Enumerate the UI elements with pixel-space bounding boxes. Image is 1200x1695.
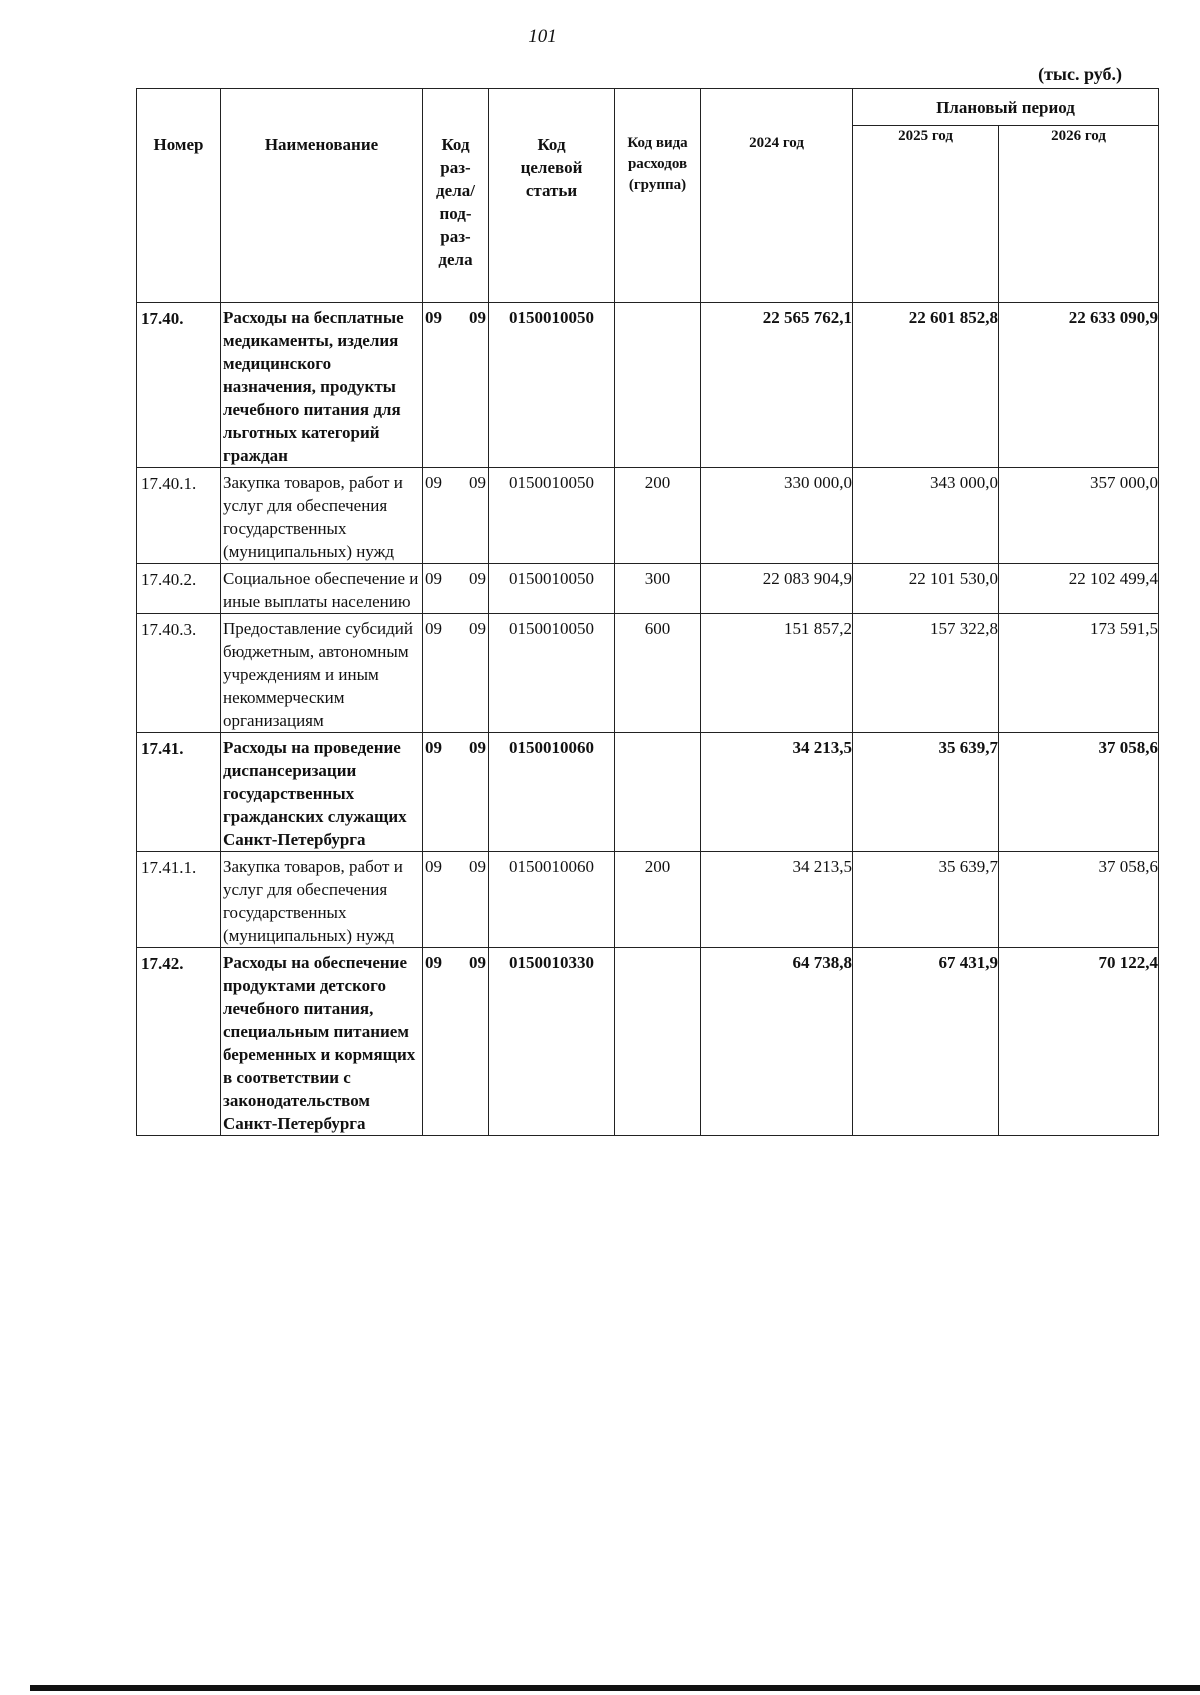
row-amount-2024: 330 000,0 xyxy=(701,468,853,564)
row-target-code: 0150010060 xyxy=(489,733,615,852)
table-row xyxy=(137,614,1159,733)
row-amount-2026: 37 058,6 xyxy=(999,852,1159,948)
row-subsection: 09 xyxy=(469,473,486,492)
row-target-code: 0150010050 xyxy=(489,564,615,614)
row-name: Социальное обеспечение и иные выплаты населению xyxy=(221,564,423,614)
row-kind-code xyxy=(615,303,701,468)
row-target-code: 0150010050 xyxy=(489,468,615,564)
row-name: Закупка товаров, работ и услуг для обеспечения государственных (муниципальных) нужд xyxy=(221,468,423,564)
row-section: 09 xyxy=(425,953,442,972)
table-row xyxy=(137,303,1159,468)
row-amount-2025: 22 101 530,0 xyxy=(853,564,999,614)
row-target-code: 0150010050 xyxy=(489,303,615,468)
row-kind-code xyxy=(615,733,701,852)
row-section-code xyxy=(423,468,489,564)
row-amount-2026: 22 633 090,9 xyxy=(999,303,1159,468)
row-amount-2025: 35 639,7 xyxy=(853,852,999,948)
row-section: 09 xyxy=(425,569,442,588)
row-subsection: 09 xyxy=(469,857,486,876)
row-number: 17.40.1. xyxy=(137,468,221,564)
row-amount-2024: 34 213,5 xyxy=(701,852,853,948)
budget-table xyxy=(136,88,1159,1136)
row-amount-2026: 37 058,6 xyxy=(999,733,1159,852)
row-number: 17.40.2. xyxy=(137,564,221,614)
row-section: 09 xyxy=(425,857,442,876)
row-section-code xyxy=(423,303,489,468)
units-label: (тыс. руб.) xyxy=(1038,64,1122,84)
row-section: 09 xyxy=(425,619,442,638)
row-section: 09 xyxy=(425,473,442,492)
row-section-code xyxy=(423,564,489,614)
row-kind-code: 300 xyxy=(615,564,701,614)
row-amount-2024: 22 565 762,1 xyxy=(701,303,853,468)
row-section-code xyxy=(423,852,489,948)
row-section-code xyxy=(423,614,489,733)
table-row xyxy=(137,948,1159,1136)
header-planned-period: Плановый период xyxy=(853,89,1159,126)
row-number: 17.40. xyxy=(137,303,221,468)
row-amount-2024: 34 213,5 xyxy=(701,733,853,852)
row-name: Закупка товаров, работ и услуг для обеспечения государственных (муниципальных) нужд xyxy=(221,852,423,948)
row-amount-2025: 343 000,0 xyxy=(853,468,999,564)
row-name: Расходы на проведение диспансеризации государственных гражданских служащих Санкт-Петербурга xyxy=(221,733,423,852)
row-subsection: 09 xyxy=(469,953,486,972)
row-amount-2026: 357 000,0 xyxy=(999,468,1159,564)
row-section-code xyxy=(423,948,489,1136)
row-subsection: 09 xyxy=(469,308,486,327)
row-number: 17.41.1. xyxy=(137,852,221,948)
row-kind-code: 200 xyxy=(615,852,701,948)
row-number: 17.40.3. xyxy=(137,614,221,733)
row-name: Расходы на бесплатные медикаменты, изделия медицинского назначения, продукты лечебного питания для льготных категорий граждан xyxy=(221,303,423,468)
header-2026: 2026 год xyxy=(999,126,1159,303)
row-target-code: 0150010050 xyxy=(489,614,615,733)
row-amount-2024: 151 857,2 xyxy=(701,614,853,733)
row-amount-2025: 35 639,7 xyxy=(853,733,999,852)
page-number: 101 xyxy=(528,26,557,47)
row-amount-2024: 22 083 904,9 xyxy=(701,564,853,614)
row-amount-2025: 157 322,8 xyxy=(853,614,999,733)
row-amount-2024: 64 738,8 xyxy=(701,948,853,1136)
header-kind: Код вида расходов (группа) xyxy=(615,89,701,303)
row-amount-2026: 173 591,5 xyxy=(999,614,1159,733)
row-number: 17.41. xyxy=(137,733,221,852)
row-name: Предоставление субсидий бюджетным, автономным учреждениям и иным некоммерческим организациям xyxy=(221,614,423,733)
row-section: 09 xyxy=(425,308,442,327)
row-kind-code: 200 xyxy=(615,468,701,564)
bottom-rule xyxy=(30,1685,1200,1691)
table-body xyxy=(137,303,1159,1136)
table-row xyxy=(137,564,1159,614)
row-subsection: 09 xyxy=(469,569,486,588)
row-name: Расходы на обеспечение продуктами детского лечебного питания, специальным питанием беременных и кормящих в соответствии с законодательством Санкт-Петербурга xyxy=(221,948,423,1136)
header-name: Наименование xyxy=(221,89,423,303)
row-number: 17.42. xyxy=(137,948,221,1136)
table-row xyxy=(137,852,1159,948)
row-amount-2026: 70 122,4 xyxy=(999,948,1159,1136)
row-target-code: 0150010060 xyxy=(489,852,615,948)
row-kind-code xyxy=(615,948,701,1136)
row-amount-2025: 22 601 852,8 xyxy=(853,303,999,468)
row-amount-2025: 67 431,9 xyxy=(853,948,999,1136)
row-kind-code: 600 xyxy=(615,614,701,733)
header-number: Номер xyxy=(137,89,221,303)
header-section: Код раз-дела/ под-раз-дела xyxy=(423,89,489,303)
header-2024: 2024 год xyxy=(701,89,853,303)
row-subsection: 09 xyxy=(469,738,486,757)
row-section-code xyxy=(423,733,489,852)
row-subsection: 09 xyxy=(469,619,486,638)
row-target-code: 0150010330 xyxy=(489,948,615,1136)
table-row xyxy=(137,468,1159,564)
row-amount-2026: 22 102 499,4 xyxy=(999,564,1159,614)
table-row xyxy=(137,733,1159,852)
header-2025: 2025 год xyxy=(853,126,999,303)
row-section: 09 xyxy=(425,738,442,757)
header-target: Код целевой статьи xyxy=(489,89,615,303)
